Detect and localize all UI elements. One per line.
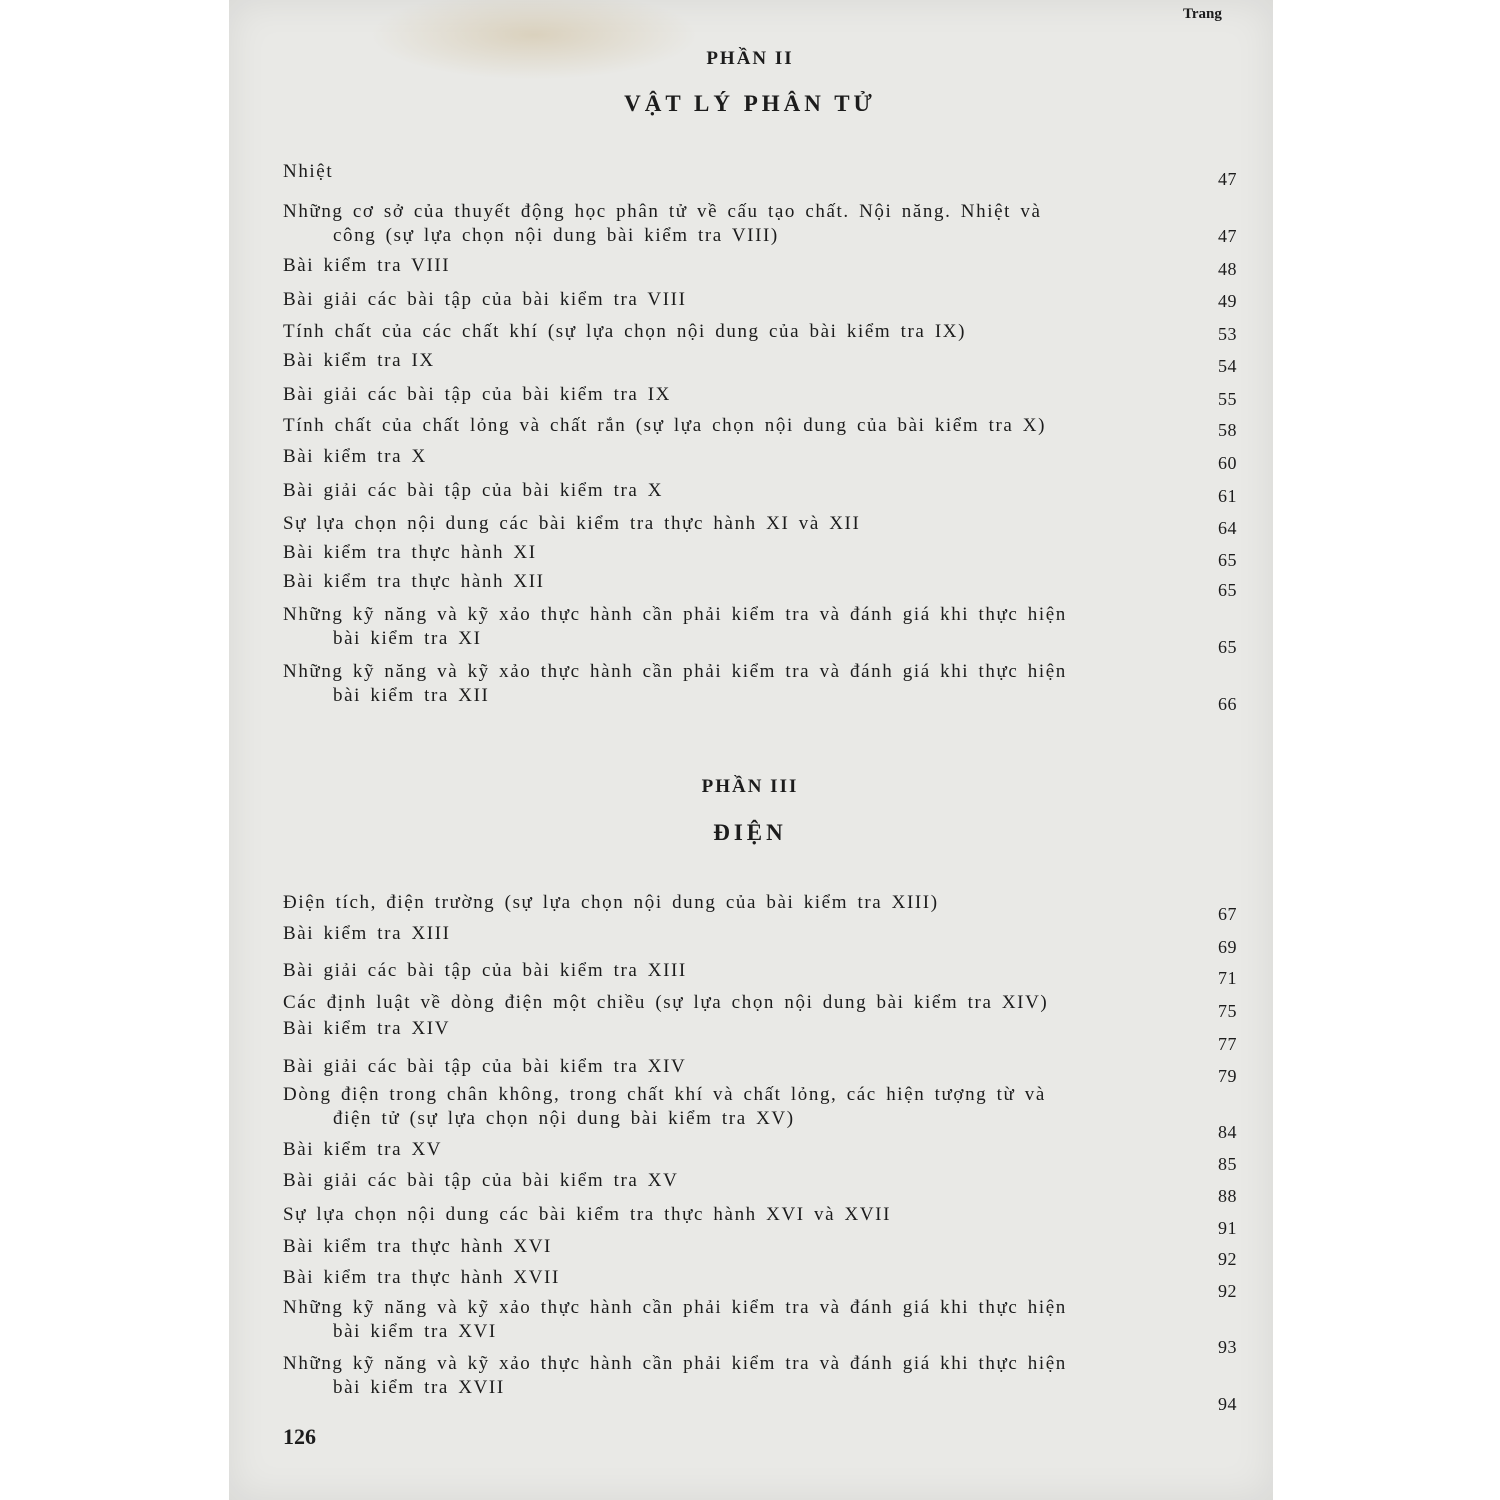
toc-page-number: 64 [1218,518,1237,538]
toc-entry-text: Điện tích, điện trường (sự lựa chọn nội dung của bài kiểm tra XIII) [283,892,939,913]
toc-entry [283,603,1173,651]
toc-page-number: 88 [1218,1186,1237,1206]
toc-entry-text: Bài kiểm tra thực hành XI [283,542,537,563]
part-ii-label: PHẦN II [706,48,794,69]
toc-entry-text: Bài kiểm tra VIII [283,255,451,276]
toc-entry [283,383,1173,407]
toc-entry-continuation: bài kiểm tra XVII [333,1377,505,1398]
toc-page-number: 60 [1218,453,1237,473]
toc-entry [283,200,1173,248]
toc-entry-text: Những kỹ năng và kỹ xảo thực hành cần phải kiểm tra và đánh giá khi thực hiện [283,604,1067,625]
toc-entry [283,1296,1173,1344]
toc-page-number: 75 [1218,1001,1237,1021]
toc-page-number: 55 [1218,389,1237,409]
toc-entry [283,414,1173,438]
toc-entry-text: Bài giải các bài tập của bài kiểm tra IX [283,384,672,405]
toc-entry-text: Bài giải các bài tập của bài kiểm tra XIII [283,960,687,981]
toc-entry-continuation: bài kiểm tra XII [333,685,490,706]
toc-entry [283,1138,1173,1162]
toc-entry-text: Bài kiểm tra thực hành XVI [283,1236,552,1257]
toc-page-number: 69 [1218,937,1237,957]
toc-entry-text: Những kỹ năng và kỹ xảo thực hành cần phải kiểm tra và đánh giá khi thực hiện [283,1297,1067,1318]
toc-entry [283,349,1173,373]
toc-page-number: 58 [1218,420,1237,440]
toc-entry [283,570,1173,594]
toc-page-number: 66 [1218,694,1237,714]
toc-entry [283,1017,1173,1041]
toc-entry-text: Các định luật về dòng điện một chiều (sự lựa chọn nội dung bài kiểm tra XIV) [283,992,1049,1013]
toc-entry [283,288,1173,312]
toc-entry [283,1235,1173,1259]
toc-entry-continuation: công (sự lựa chọn nội dung bài kiểm tra VIII) [333,225,779,246]
toc-entry [283,1083,1173,1131]
toc-entry-text: Bài kiểm tra XIII [283,923,451,944]
toc-entry-text: Bài kiểm tra X [283,446,427,467]
toc-page-number: 47 [1218,226,1237,246]
toc-entry [283,959,1173,983]
toc-page-number: 79 [1218,1066,1237,1086]
toc-entry [283,1055,1173,1079]
toc-page-number: 47 [1218,169,1237,189]
toc-page-number: 54 [1218,356,1237,376]
toc-page-number: 94 [1218,1394,1237,1414]
toc-page-number: 71 [1218,968,1237,988]
toc-page-number: 65 [1218,580,1237,600]
toc-entry-text: Sự lựa chọn nội dung các bài kiểm tra thực hành XI và XII [283,513,861,534]
toc-entry [283,1169,1173,1193]
toc-entry-text: Bài kiểm tra IX [283,350,435,371]
toc-page-number: 84 [1218,1122,1237,1142]
toc-entry-text: Bài giải các bài tập của bài kiểm tra XV [283,1170,679,1191]
toc-entry-text: Những kỹ năng và kỹ xảo thực hành cần phải kiểm tra và đánh giá khi thực hiện [283,661,1067,682]
toc-page-number: 48 [1218,259,1237,279]
toc-entry-text: Bài giải các bài tập của bài kiểm tra VIII [283,289,687,310]
toc-page-number: 65 [1218,550,1237,570]
toc-entry-text: Bài kiểm tra thực hành XII [283,571,545,592]
toc-entry [283,660,1173,708]
toc-entry-text: Tính chất của các chất khí (sự lựa chọn nội dung của bài kiểm tra IX) [283,321,966,342]
toc-entry [283,254,1173,278]
toc-entry-text: Bài giải các bài tập của bài kiểm tra XIV [283,1056,687,1077]
toc-entry-text: Dòng điện trong chân không, trong chất khí và chất lỏng, các hiện tượng từ và [283,1084,1046,1105]
toc-page-number: 61 [1218,486,1237,506]
toc-page-number: 67 [1218,904,1237,924]
toc-entry-continuation: bài kiểm tra XVI [333,1321,497,1342]
toc-entry [283,541,1173,565]
toc-entry-text: Bài kiểm tra XIV [283,1018,451,1039]
toc-entry-text: Tính chất của chất lỏng và chất rắn (sự lựa chọn nội dung của bài kiểm tra X) [283,415,1047,436]
toc-entry [283,1203,1173,1227]
toc-entry-text: Những kỹ năng và kỹ xảo thực hành cần phải kiểm tra và đánh giá khi thực hiện [283,1353,1067,1374]
toc-entry [283,445,1173,469]
toc-entry [283,320,1173,344]
toc-page-number: 93 [1218,1337,1237,1357]
page-column-header: Trang [1183,6,1222,22]
toc-page-number: 92 [1218,1281,1237,1301]
part-iii-label: PHẦN III [701,776,799,797]
toc-entry [283,991,1173,1015]
toc-entry [283,1266,1173,1290]
toc-entry [283,891,1173,915]
toc-page-number: 65 [1218,637,1237,657]
toc-page-number: 91 [1218,1218,1237,1238]
toc-entry-text: Nhiệt [283,161,334,182]
part-ii-title: VẬT LÝ PHÂN TỬ [624,91,876,116]
toc-page-number: 53 [1218,324,1237,344]
toc-page-number: 85 [1218,1154,1237,1174]
toc-entry [283,160,1173,184]
toc-entry [283,479,1173,503]
part-iii-title: ĐIỆN [713,820,787,845]
toc-entry-continuation: điện tử (sự lựa chọn nội dung bài kiểm tra XV) [333,1108,795,1129]
page-folio-number: 126 [283,1424,316,1449]
toc-entry [283,512,1173,536]
toc-entry [283,1352,1173,1400]
toc-entry-text: Bài kiểm tra thực hành XVII [283,1267,560,1288]
toc-page-number: 92 [1218,1249,1237,1269]
toc-entry-text: Bài giải các bài tập của bài kiểm tra X [283,480,664,501]
toc-entry-text: Sự lựa chọn nội dung các bài kiểm tra thực hành XVI và XVII [283,1204,892,1225]
toc-entry-text: Bài kiểm tra XV [283,1139,443,1160]
toc-page-number: 49 [1218,291,1237,311]
toc-entry-continuation: bài kiểm tra XI [333,628,482,649]
toc-page-number: 77 [1218,1034,1237,1054]
toc-entry [283,922,1173,946]
toc-entry-text: Những cơ sở của thuyết động học phân tử về cấu tạo chất. Nội năng. Nhiệt và [283,201,1042,222]
